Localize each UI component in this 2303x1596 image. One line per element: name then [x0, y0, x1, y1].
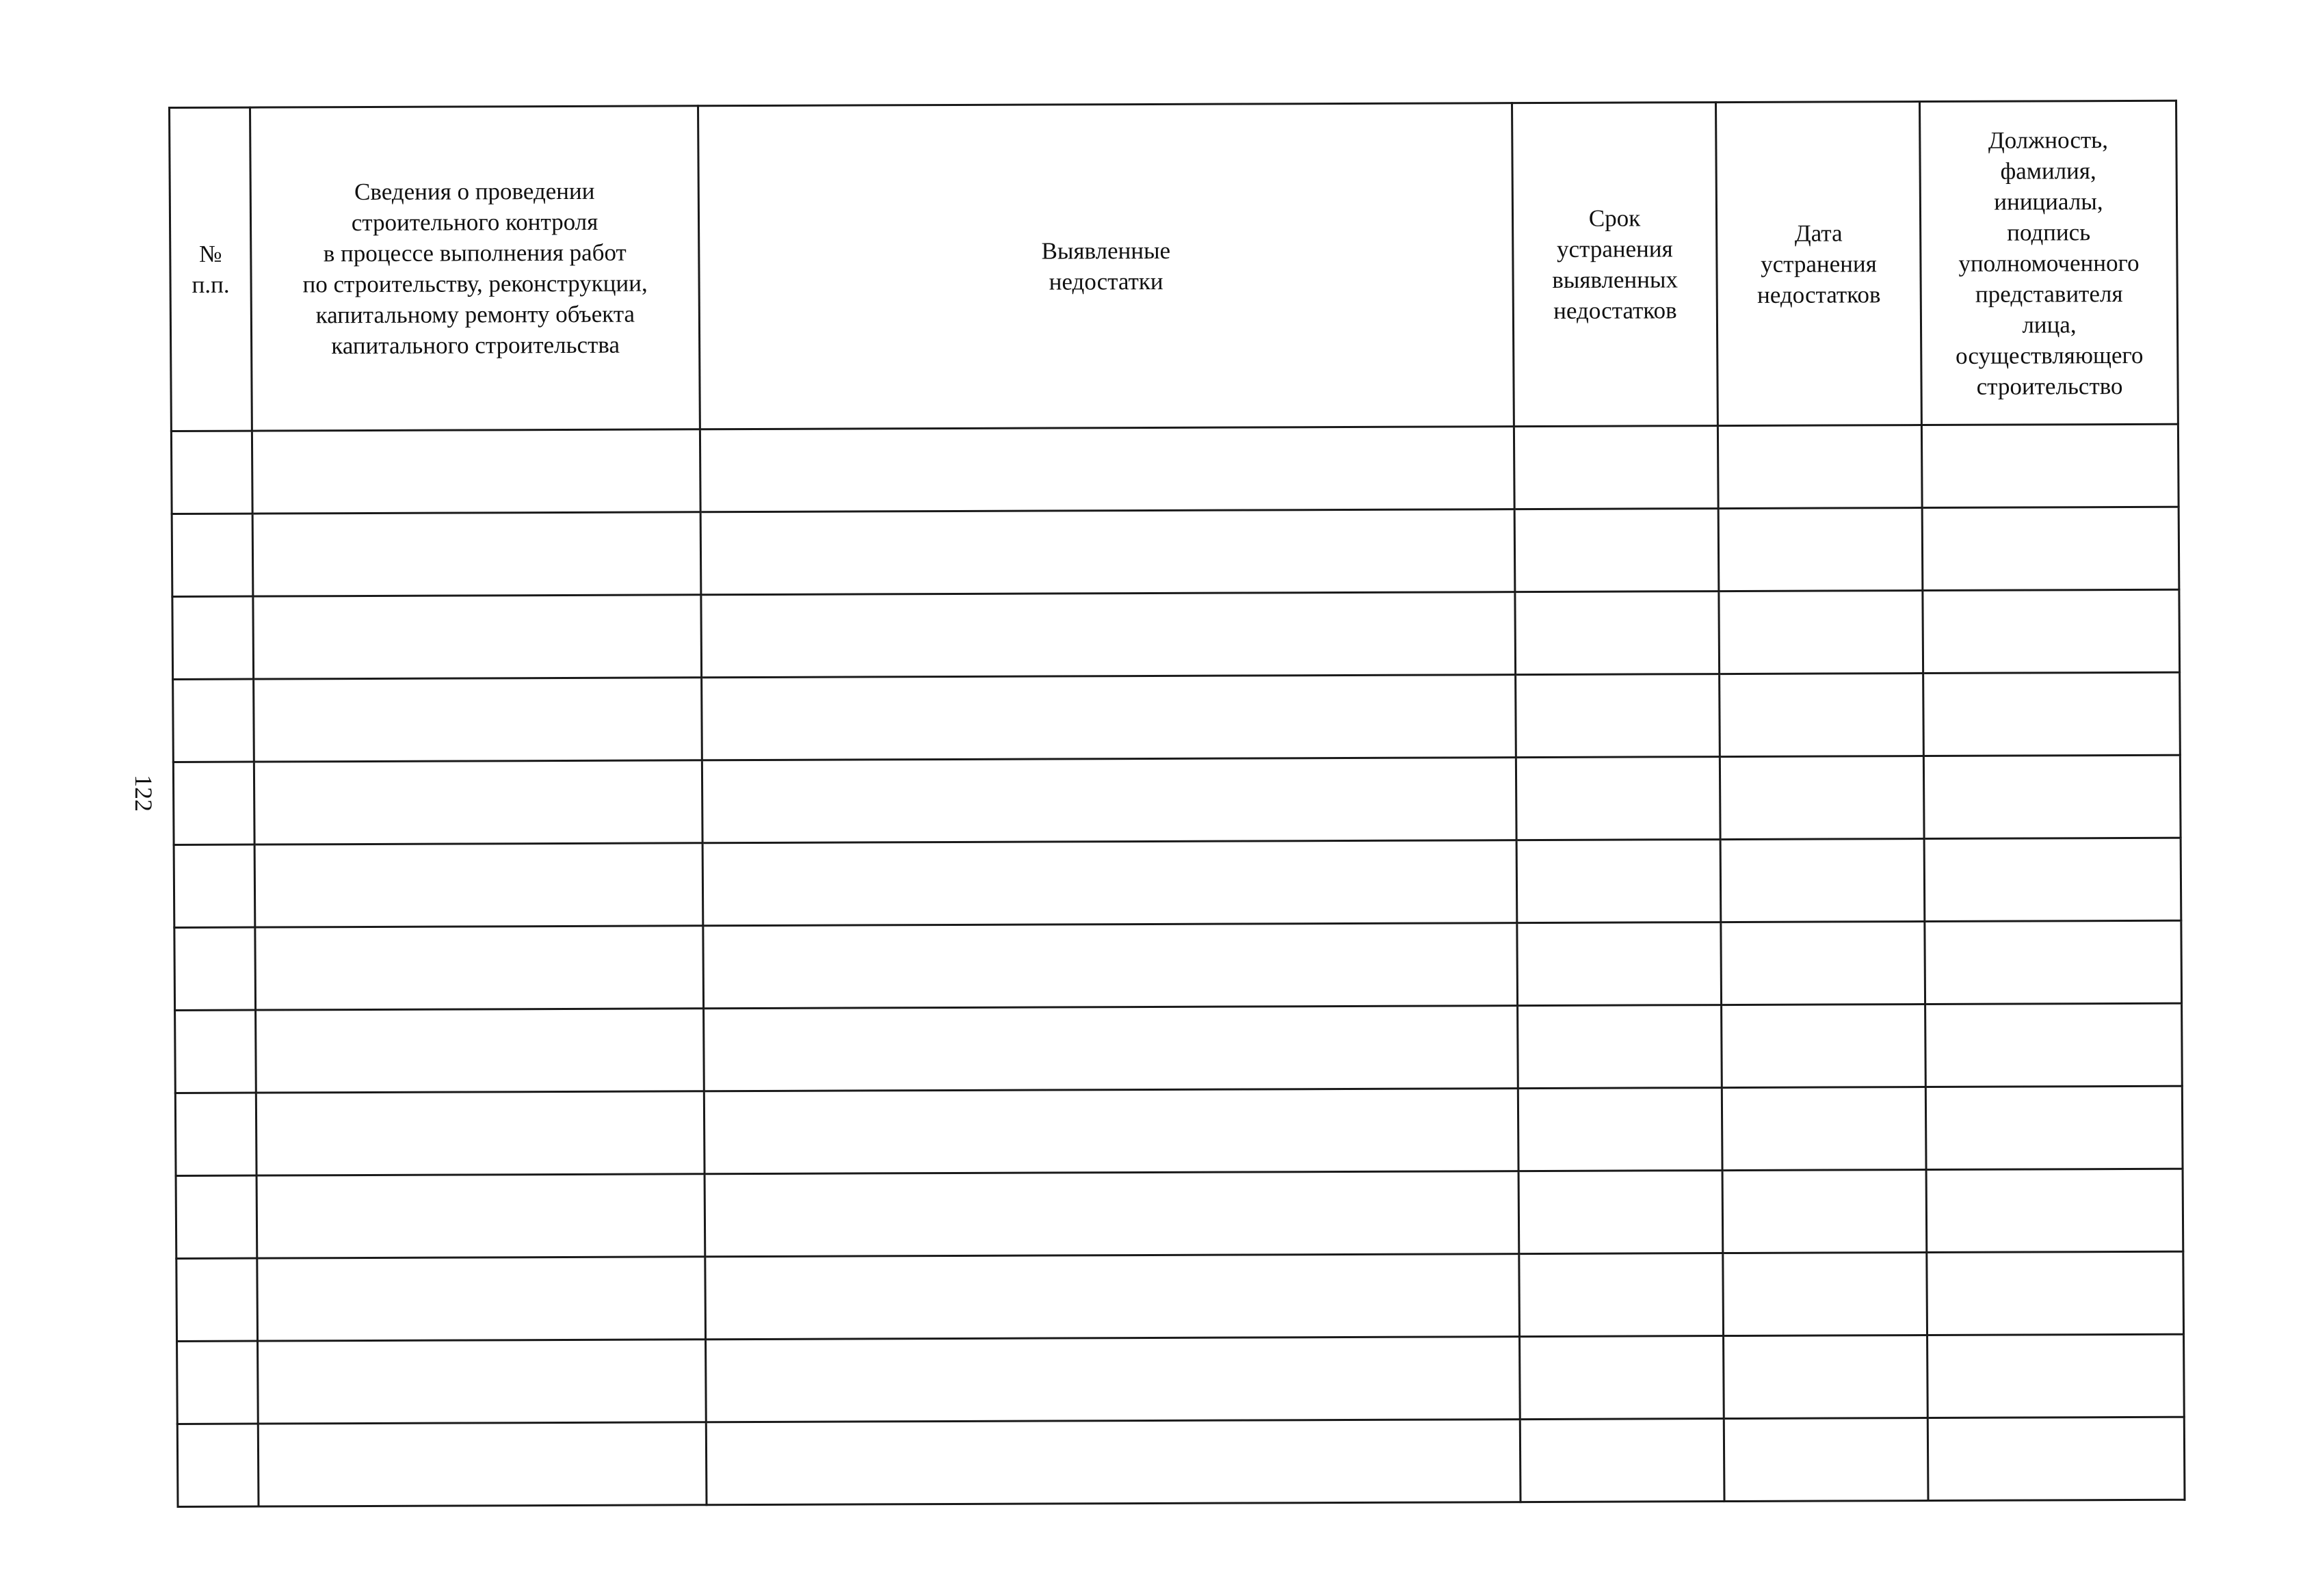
table-row [173, 672, 2181, 762]
table-row [175, 1003, 2183, 1093]
table-cell [1520, 1336, 1724, 1420]
table-cell [174, 927, 256, 1010]
table-cell [258, 1340, 707, 1424]
table-cell [253, 595, 702, 679]
table-header-row [170, 101, 2179, 431]
table-cell [1520, 1419, 1724, 1502]
table-cell [172, 596, 254, 679]
table-cell [1921, 424, 2179, 507]
table-cell [1720, 674, 1924, 757]
table-cell [706, 1337, 1521, 1422]
table-cell [256, 1174, 705, 1258]
table-cell [256, 1009, 705, 1093]
table-cell [704, 1006, 1518, 1091]
table-cell [257, 1257, 706, 1341]
table-cell [1923, 589, 2180, 673]
table-cell [706, 1420, 1521, 1505]
table-cell [177, 1341, 259, 1424]
table-cell [177, 1424, 259, 1506]
table-cell [1516, 757, 1720, 840]
table-cell [1923, 672, 2181, 756]
table-cell [256, 1091, 705, 1175]
table-cell [702, 675, 1516, 760]
table-cell [176, 1258, 258, 1341]
table-cell [1927, 1251, 2184, 1335]
header-fix-date: Дата устранения недостатков [1716, 102, 1922, 426]
table-cell [1924, 838, 2181, 921]
table-cell [1720, 839, 1925, 922]
table-cell [700, 427, 1514, 512]
table-row [176, 1251, 2184, 1341]
table-cell [705, 1171, 1519, 1257]
table-cell [1925, 1003, 2183, 1087]
table-cell [700, 509, 1515, 595]
table-cell [1721, 922, 1925, 1005]
table-body [171, 424, 2185, 1506]
table-cell [702, 840, 1517, 926]
table-cell [171, 431, 252, 514]
table-cell [1922, 507, 2179, 590]
table-cell [1518, 1088, 1722, 1171]
table-row [177, 1334, 2185, 1424]
table-cell [1724, 1335, 1928, 1419]
table-cell [252, 429, 700, 514]
table-cell [1722, 1005, 1926, 1088]
table-cell [1514, 426, 1718, 509]
table-cell [1718, 508, 1923, 591]
table-cell [1723, 1253, 1927, 1336]
table-cell [1925, 1086, 2183, 1169]
table-row [175, 1086, 2183, 1175]
table-cell [702, 758, 1516, 843]
table-cell [1722, 1087, 1926, 1171]
table-cell [1923, 755, 2181, 838]
table-cell [704, 1089, 1518, 1174]
table-cell [173, 762, 254, 844]
header-control-info: Сведения о проведении строительного контроля в процессе выполнения работ по строительству, реконструкции, капитальному ремонту объекта капитального строительства [250, 106, 700, 431]
table-cell [1724, 1418, 1928, 1502]
table-cell [705, 1254, 1520, 1340]
table-cell [1927, 1417, 2185, 1500]
table-cell [1927, 1334, 2185, 1418]
table-cell [1720, 756, 1924, 840]
table-cell [258, 1422, 707, 1506]
table-row [171, 424, 2179, 514]
table-cell [176, 1175, 257, 1258]
header-defects: Выявленные недостатки [698, 103, 1514, 429]
table-cell [1518, 1171, 1723, 1254]
inspection-journal-table [168, 100, 2186, 1508]
table-cell [1718, 425, 1922, 509]
table-cell [172, 514, 253, 596]
table-row [172, 507, 2179, 596]
table-cell [1516, 840, 1721, 923]
table-cell [1517, 922, 1722, 1006]
table-cell [254, 678, 702, 762]
table-cell [255, 926, 704, 1010]
table-cell [175, 1010, 256, 1093]
table-cell [1514, 509, 1719, 592]
table-row [176, 1169, 2183, 1258]
table-row [174, 838, 2181, 927]
table-cell [254, 843, 703, 927]
table-row [173, 755, 2181, 844]
table-cell [1722, 1170, 1927, 1253]
table-cell [703, 923, 1518, 1009]
table-row [174, 920, 2182, 1010]
header-deadline: Срок устранения выявленных недостатков [1512, 103, 1718, 427]
table-cell [1719, 591, 1923, 674]
table-cell [1516, 674, 1720, 758]
table-cell [1925, 920, 2182, 1004]
table-row [177, 1417, 2185, 1506]
table-cell [1926, 1169, 2183, 1252]
table-cell [175, 1093, 256, 1175]
table-cell [701, 592, 1516, 678]
table-cell [173, 679, 254, 762]
page-number: 122 [130, 775, 157, 812]
table-cell [1519, 1253, 1724, 1337]
table-cell [252, 512, 701, 596]
table-cell [254, 760, 702, 844]
header-representative: Должность, фамилия, инициалы, подпись уполномоченного представителя лица, осуществляющего строительство [1920, 101, 2179, 425]
table-cell [1518, 1005, 1722, 1089]
header-number: № п.п. [170, 107, 252, 431]
table-cell [1515, 591, 1720, 675]
table-row [172, 589, 2180, 679]
table-cell [174, 844, 255, 927]
